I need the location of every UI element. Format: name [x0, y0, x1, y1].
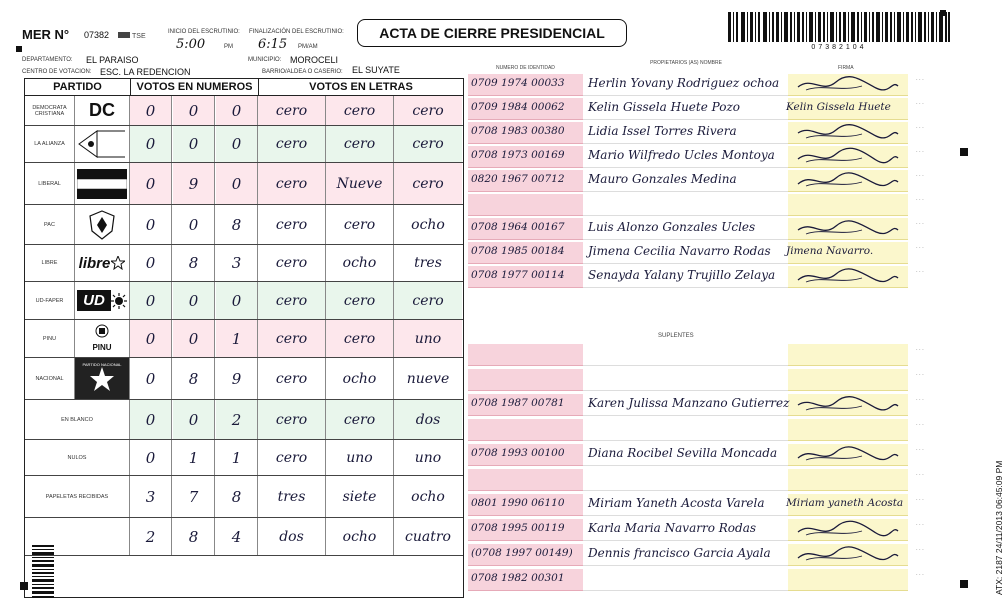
municipio-label: MUNICIPIO:	[248, 57, 282, 63]
suplentes-row	[468, 419, 948, 441]
identity-number: 0708 1983 00380	[471, 125, 565, 137]
vote-digit: 0	[173, 126, 215, 162]
name-cell	[583, 469, 788, 491]
vote-word: tres	[394, 245, 462, 281]
vote-word: dos	[394, 400, 462, 439]
vote-word: ocho	[394, 476, 462, 517]
vote-word: cero	[326, 96, 394, 125]
corner-mark	[20, 582, 28, 590]
party-logo-icon	[75, 358, 130, 399]
signature-scribble-icon	[792, 519, 902, 541]
vote-word: uno	[394, 320, 462, 357]
row-marker: · · ·	[916, 497, 924, 503]
document-title: ACTA DE CIERRE PRESIDENCIAL	[357, 19, 627, 47]
vote-word: cero	[394, 282, 462, 319]
vote-digit: 0	[130, 320, 172, 357]
vote-word: cero	[326, 282, 394, 319]
vote-digit: 3	[216, 245, 258, 281]
vote-digit: 2	[130, 518, 172, 555]
row-marker: · · ·	[916, 77, 924, 83]
vote-digit: 9	[216, 358, 258, 399]
vote-digit: 0	[130, 126, 172, 162]
identity-number: 0708 1982 00301	[471, 572, 565, 584]
signature-cell	[788, 344, 908, 366]
pinu-emblem-icon	[94, 324, 110, 338]
identity-number: 0801 1990 06110	[471, 497, 565, 509]
vote-digit: 0	[216, 282, 258, 319]
identity-cell	[468, 469, 583, 491]
votes-row	[25, 205, 463, 245]
row-marker: · · ·	[916, 422, 924, 428]
propietarios-row	[468, 242, 948, 264]
liberal-flag-icon	[77, 169, 127, 199]
identity-number: 0708 1964 00167	[471, 221, 565, 233]
barcode-digits: 07382104	[811, 44, 867, 51]
votes-row	[25, 518, 463, 556]
col-letras-header: VOTOS EN LETRAS	[258, 79, 463, 96]
signature-cell	[788, 469, 908, 491]
vote-digit: 1	[216, 320, 258, 357]
vote-digit: 8	[173, 518, 215, 555]
person-name: Herlin Yovany Rodriguez ochoa	[588, 76, 780, 90]
row-marker: · · ·	[916, 447, 924, 453]
signature-text: Jimena Navarro.	[786, 245, 874, 257]
party-logo-text: PINU	[92, 343, 112, 352]
party-name: UD-FAPER	[25, 282, 75, 319]
vote-word: cero	[258, 126, 326, 162]
signature-scribble-icon	[792, 394, 902, 416]
name-cell	[583, 344, 788, 366]
row-marker: · · ·	[916, 372, 924, 378]
signature-text: Kelin Gissela Huete	[786, 101, 891, 113]
person-name: Jimena Cecilia Navarro Rodas	[588, 244, 771, 258]
final-label: FINALIZACIÓN DEL ESCRUTINIO:	[249, 29, 344, 35]
votes-row	[25, 245, 463, 282]
party-logo-text: DC	[89, 100, 115, 120]
party-logo-text: UD	[77, 290, 111, 311]
identity-number: 0709 1974 00033	[471, 77, 565, 89]
vote-word: cero	[326, 126, 394, 162]
vote-digit: 0	[130, 205, 172, 244]
identity-cell	[468, 344, 583, 366]
vote-digit: 8	[173, 358, 215, 399]
name-cell	[583, 419, 788, 441]
party-name: LIBERAL	[25, 163, 75, 204]
person-name: Senayda Yalany Trujillo Zelaya	[588, 268, 776, 282]
vote-digit: 0	[130, 163, 172, 204]
votes-row	[25, 358, 463, 400]
vote-word: nueve	[394, 358, 462, 399]
identity-cell	[468, 419, 583, 441]
signature-cell	[788, 369, 908, 391]
identity-number: 0708 1987 00781	[471, 397, 565, 409]
vote-word: ocho	[326, 358, 394, 399]
suplentes-row	[468, 544, 948, 566]
person-name: Karen Julissa Manzano Gutierrez	[588, 396, 790, 410]
row-marker: · · ·	[916, 101, 924, 107]
vote-word: cero	[394, 126, 462, 162]
vote-word: cero	[258, 163, 326, 204]
vote-word: cero	[258, 96, 326, 125]
identity-cell	[468, 369, 583, 391]
signature-cell	[788, 194, 908, 216]
vote-word: cero	[326, 400, 394, 439]
identity-number: 0708 1977 00114	[471, 269, 565, 281]
vote-digit: 7	[173, 476, 215, 517]
suplentes-row	[468, 519, 948, 541]
alianza-flag-icon	[77, 129, 127, 159]
vote-word: cero	[258, 320, 326, 357]
inicio-label: INICIO DEL ESCRUTINIO:	[168, 29, 240, 35]
vote-word: cero	[326, 205, 394, 244]
row-marker: · · ·	[916, 269, 924, 275]
votes-row	[25, 400, 463, 440]
side-barcode-icon	[32, 545, 54, 599]
row-marker: · · ·	[916, 197, 924, 203]
vote-digit: 0	[216, 163, 258, 204]
vote-digit: 3	[130, 476, 172, 517]
party-name: LA ALIANZA	[25, 126, 75, 162]
person-name: Luis Alonzo Gonzales Ucles	[588, 220, 756, 234]
party-logo-icon	[75, 205, 130, 244]
vote-word: cero	[258, 400, 326, 439]
libre-star-icon	[111, 256, 125, 270]
name-cell	[583, 194, 788, 216]
departamento-label: DEPARTAMENTO:	[22, 57, 73, 63]
party-logo-text: PARTIDO NACIONAL	[82, 362, 122, 367]
vote-digit: 2	[216, 400, 258, 439]
identity-number: 0708 1973 00169	[471, 149, 565, 161]
row-marker: · · ·	[916, 125, 924, 131]
signature-scribble-icon	[792, 444, 902, 466]
vote-digit: 1	[173, 440, 215, 475]
identity-number: 0708 1995 00119	[471, 522, 565, 534]
suplentes-row	[468, 469, 948, 491]
person-name: Mario Wilfredo Ucles Montoya	[588, 148, 775, 162]
final-unit: PM/AM	[298, 44, 318, 50]
votes-row	[25, 320, 463, 358]
svg-text:TSE: TSE	[132, 33, 146, 40]
inicio-unit: PM	[224, 44, 233, 50]
name-cell	[583, 369, 788, 391]
vote-word: cero	[394, 96, 462, 125]
col-partido-header: PARTIDO	[53, 81, 102, 93]
vote-digit: 0	[130, 440, 172, 475]
person-name: Dennis francisco Garcia Ayala	[588, 546, 771, 560]
inicio-value: 5:00	[176, 37, 206, 52]
vote-digit: 1	[216, 440, 258, 475]
tse-logo-icon	[118, 30, 158, 40]
vote-digit: 0	[173, 96, 215, 125]
vote-digit: 9	[173, 163, 215, 204]
votes-table	[24, 78, 464, 598]
vote-digit: 8	[216, 476, 258, 517]
vote-digit: 0	[173, 400, 215, 439]
barrio-value: EL SUYATE	[352, 65, 400, 75]
vote-digit: 0	[173, 282, 215, 319]
party-name: PAC	[25, 205, 75, 244]
propietarios-row	[468, 218, 948, 240]
person-name: Kelin Gissela Huete Pozo	[588, 100, 741, 114]
suplentes-label: SUPLENTES	[658, 333, 694, 339]
party-logo-icon	[75, 96, 130, 125]
votes-row	[25, 163, 463, 205]
vote-digit: 0	[130, 282, 172, 319]
vote-digit: 0	[130, 245, 172, 281]
vote-word: uno	[394, 440, 462, 475]
vote-word: dos	[258, 518, 326, 555]
transmission-stamp-text: ATX: 2187 24/11/2013 06:45:09 PM	[994, 460, 1004, 595]
party-logo-text: libre	[78, 254, 111, 272]
identity-cell	[468, 194, 583, 216]
barcode-icon	[728, 12, 950, 42]
departamento-value: EL PARAISO	[86, 55, 139, 65]
party-logo-icon	[75, 163, 130, 204]
vote-word: cero	[258, 358, 326, 399]
identity-number: (0708 1997 00149)	[471, 547, 573, 559]
propietarios-row	[468, 266, 948, 288]
vote-word: siete	[326, 476, 394, 517]
party-name: PINU	[25, 320, 75, 357]
suplentes-row	[468, 569, 948, 591]
col-numeros-header: VOTOS EN NUMEROS	[130, 79, 258, 96]
row-marker: · · ·	[916, 173, 924, 179]
vote-word: uno	[326, 440, 394, 475]
vote-word: ocho	[326, 518, 394, 555]
propietarios-row	[468, 122, 948, 144]
propietarios-row	[468, 170, 948, 192]
vote-word: ocho	[326, 245, 394, 281]
identity-number: 0820 1967 00712	[471, 173, 565, 185]
nacional-star-icon	[89, 366, 115, 392]
propietarios-row	[468, 146, 948, 168]
row-marker: · · ·	[916, 547, 924, 553]
signature-scribble-icon	[792, 544, 902, 566]
signature-scribble-icon	[792, 266, 902, 288]
signature-scribble-icon	[792, 146, 902, 168]
party-name: EN BLANCO	[25, 400, 130, 439]
corner-mark	[960, 148, 968, 156]
vote-digit: 0	[173, 205, 215, 244]
vote-word: cero	[394, 163, 462, 204]
vote-digit: 4	[216, 518, 258, 555]
votes-row	[25, 282, 463, 320]
vote-word: cero	[258, 282, 326, 319]
row-marker: · · ·	[916, 522, 924, 528]
row-marker: · · ·	[916, 397, 924, 403]
party-logo-icon	[75, 282, 130, 319]
signature-scribble-icon	[792, 122, 902, 144]
person-name: Miriam Yaneth Acosta Varela	[588, 496, 765, 510]
signature-cell	[788, 569, 908, 591]
suplentes-row	[468, 494, 948, 516]
col-propietarios-header: PROPIETARIOS (AS) NOMBRE	[650, 60, 722, 66]
corner-mark	[16, 46, 22, 52]
vote-word: ocho	[394, 205, 462, 244]
votes-row	[25, 96, 463, 126]
vote-word: cuatro	[394, 518, 462, 555]
identity-number: 0709 1984 00062	[471, 101, 565, 113]
party-logo-icon	[75, 245, 130, 281]
suplentes-row	[468, 394, 948, 416]
vote-digit: 0	[216, 126, 258, 162]
vote-word: cero	[326, 320, 394, 357]
barrio-label: BARRIO/ALDEA O CASERIO:	[262, 69, 343, 75]
signature-scribble-icon	[792, 218, 902, 240]
row-marker: · · ·	[916, 245, 924, 251]
ud-sun-icon	[111, 293, 127, 309]
signature-scribble-icon	[792, 74, 902, 96]
party-name: NULOS	[25, 440, 130, 475]
suplentes-row	[468, 444, 948, 466]
vote-word: tres	[258, 476, 326, 517]
party-name: PAPELETAS RECIBIDAS	[25, 476, 130, 517]
col-identidad-header: NUMERO DE IDENTIDAD	[496, 65, 555, 71]
row-marker: · · ·	[916, 221, 924, 227]
row-marker: · · ·	[916, 347, 924, 353]
municipio-value: MOROCELI	[290, 55, 339, 65]
party-logo-icon	[75, 320, 130, 357]
final-value: 6:15	[258, 37, 288, 52]
votes-table-header	[25, 79, 463, 96]
vote-digit: 0	[130, 400, 172, 439]
party-name: LIBRE	[25, 245, 75, 281]
propietarios-row	[468, 98, 948, 120]
row-marker: · · ·	[916, 472, 924, 478]
vote-digit: 8	[173, 245, 215, 281]
vote-digit: 0	[130, 96, 172, 125]
votes-row	[25, 476, 463, 518]
corner-mark	[940, 10, 946, 16]
propietarios-row	[468, 194, 948, 216]
identity-number: 0708 1985 00184	[471, 245, 565, 257]
party-logo-icon	[75, 126, 130, 162]
person-name: Lidia Issel Torres Rivera	[588, 124, 737, 138]
person-name: Karla Maria Navarro Rodas	[588, 521, 756, 535]
vote-digit: 8	[216, 205, 258, 244]
party-name: DEMOCRATA CRISTIANA	[25, 96, 75, 125]
suplentes-row	[468, 369, 948, 391]
vote-word: cero	[258, 440, 326, 475]
vote-digit: 0	[173, 320, 215, 357]
vote-digit: 0	[130, 358, 172, 399]
person-name: Diana Rocibel Sevilla Moncada	[588, 446, 778, 460]
signature-scribble-icon	[792, 170, 902, 192]
row-marker: · · ·	[916, 572, 924, 578]
vote-word: cero	[258, 205, 326, 244]
name-cell	[583, 569, 788, 591]
transmission-stamp	[994, 435, 1006, 595]
vote-word: Nueve	[326, 163, 394, 204]
identity-number: 0708 1993 00100	[471, 447, 565, 459]
corner-mark	[960, 580, 968, 588]
centro-label: CENTRO DE VOTACION:	[22, 69, 92, 75]
signature-cell	[788, 419, 908, 441]
pac-shield-icon	[87, 209, 117, 241]
mer-label: MER N°	[22, 27, 70, 42]
suplentes-row	[468, 344, 948, 366]
party-name: NACIONAL	[25, 358, 75, 399]
votes-row	[25, 440, 463, 476]
col-firma-header: FIRMA	[838, 65, 854, 71]
vote-digit: 0	[216, 96, 258, 125]
vote-word: cero	[258, 245, 326, 281]
signatures-grid	[468, 62, 948, 604]
centro-value: ESC. LA REDENCION	[100, 67, 191, 77]
signature-text: Miriam yaneth Acosta	[786, 497, 904, 509]
propietarios-row	[468, 74, 948, 96]
person-name: Mauro Gonzales Medina	[588, 172, 737, 186]
row-marker: · · ·	[916, 149, 924, 155]
mer-number: 07382	[84, 30, 110, 40]
votes-row	[25, 126, 463, 163]
